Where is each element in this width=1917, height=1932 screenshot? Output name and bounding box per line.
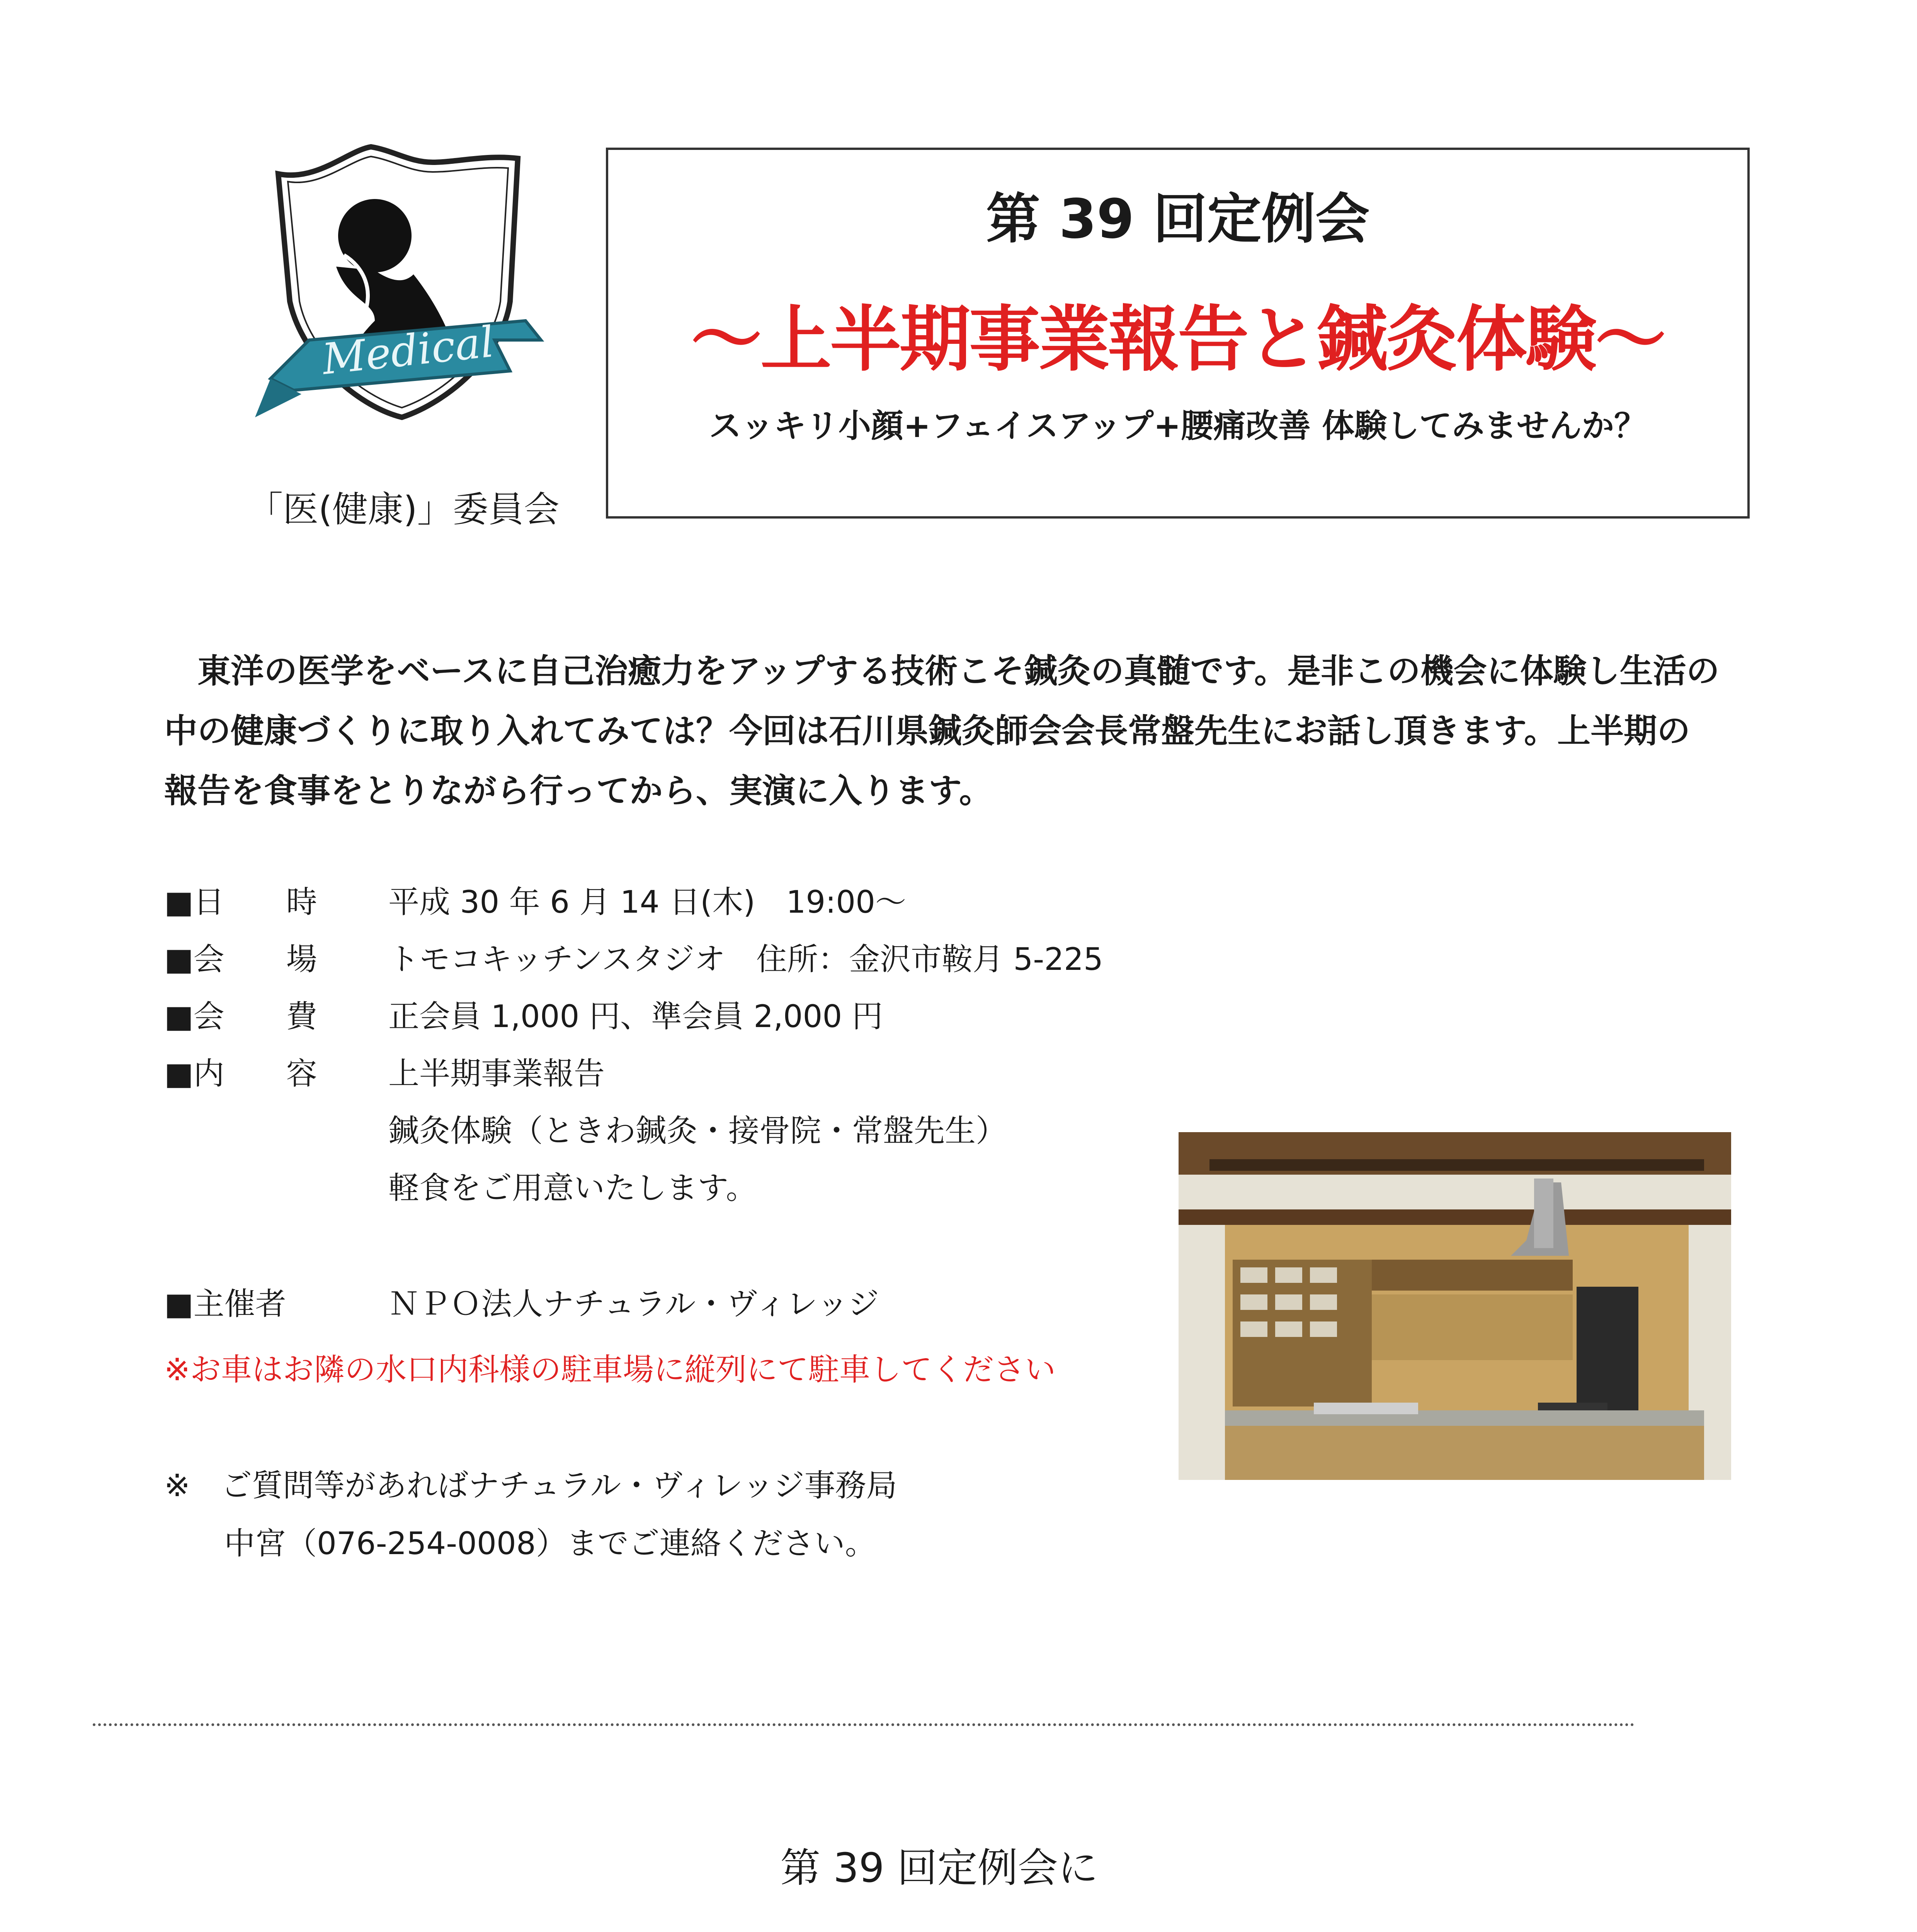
detail-value: トモコキッチンスタジオ 住所：金沢市鞍月 5-225 (388, 941, 1103, 977)
kitchen-studio-photo (1179, 1132, 1731, 1480)
meeting-tagline: スッキリ小顔+フェイスアップ+腰痛改善 体験してみませんか？ (709, 407, 1647, 445)
detail-value: 平成 30 年 6 月 14 日(木) 19:00～ (388, 884, 907, 920)
detail-label: ■主催者 (164, 1286, 286, 1322)
logo-text: Medical (320, 317, 497, 384)
form-title: 第 39 回定例会に (780, 1844, 1098, 1891)
contact-note: ※ ご質問等があればナチュラル・ヴィレッジ事務局 (164, 1468, 897, 1503)
intro-line: 東洋の医学をベースに自己治癒力をアップする技術こそ鍼灸の真髄です。是非この機会に体験し生活の (164, 652, 1720, 690)
detail-value: 鍼灸体験（ときわ鍼灸・接骨院・常盤先生） (388, 1113, 1007, 1149)
medical-logo (247, 139, 556, 456)
parking-warning: ※お車はお隣の水口内科様の駐車場に縦列にて駐車してください (164, 1352, 1056, 1388)
detail-value: ＮＰＯ法人ナチュラル・ヴィレッジ (388, 1286, 879, 1322)
detail-label: ■会 費 (164, 998, 317, 1034)
contact-note-phone: 中宮（076-254-0008）までご連絡ください。 (224, 1526, 876, 1561)
intro-paragraph (164, 641, 1787, 821)
meeting-title: 第 39 回定例会 (986, 188, 1370, 251)
cut-line-divider (93, 1723, 1635, 1726)
intro-line: 中の健康づくりに取り入れてみては？今回は石川県鍼灸師会会長常盤先生にお話し頂きます。上半期の (164, 712, 1691, 750)
detail-value: 上半期事業報告 (388, 1056, 605, 1092)
detail-value: 正会員 1,000 円、準会員 2,000 円 (388, 998, 883, 1034)
logo-caption: 「医(健康)」委員会 (247, 489, 560, 530)
meeting-subtitle: ～上半期事業報告と鍼灸体験～ (691, 298, 1665, 381)
detail-label: ■会 場 (164, 941, 317, 977)
detail-value: 軽食をご用意いたします。 (388, 1170, 757, 1206)
intro-line: 報告を食事をとりながら行ってから、実演に入ります。 (164, 772, 993, 810)
detail-label: ■内 容 (164, 1056, 317, 1092)
detail-label: ■日 時 (164, 884, 317, 920)
